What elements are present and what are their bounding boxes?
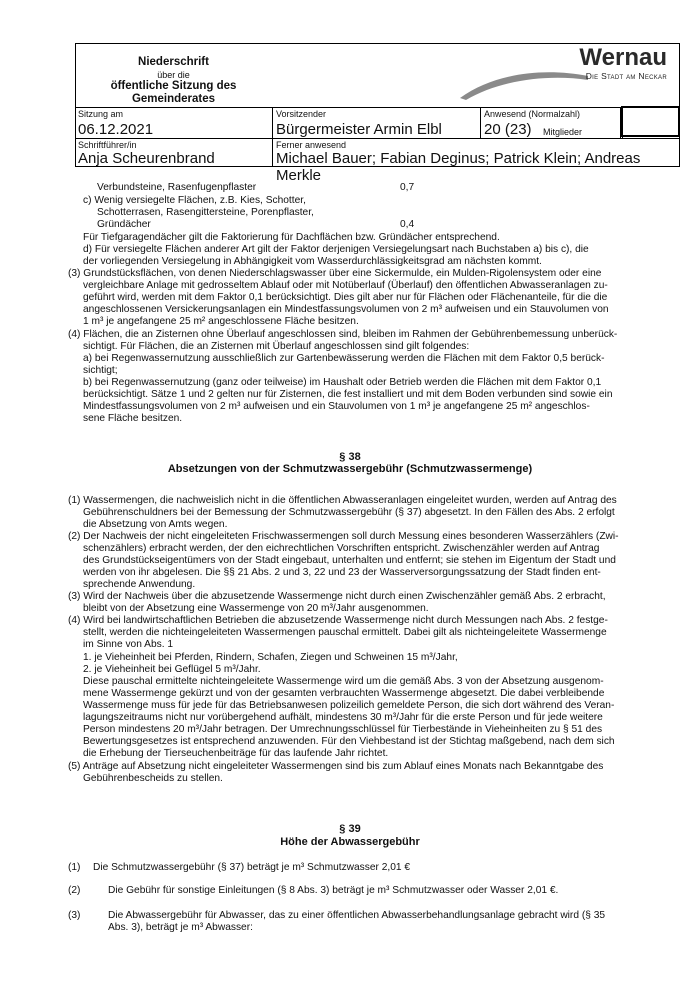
text-line: Person mindestens 20 m³/Jahr betragen. Der Umrechnungsschlüssel für Tierbestände in Vieheinheiten zu § 51 des	[83, 724, 603, 735]
vorsitz-value: Bürgermeister Armin Elbl	[276, 121, 442, 138]
text-line: sichtigt;	[83, 365, 118, 376]
text-line: mene Wassermenge gekürzt und von der gesamten verbrauchten Wassermenge abgesetzt. Die dabei verbleibende	[83, 688, 605, 699]
text-line: (3) Grundstücksflächen, von denen Niederschlagswasser über eine Sickermulde, ein Mulden-Rigolensystem oder eine	[68, 268, 602, 279]
text-line: Die Gebühr für sonstige Einleitungen (§ 8 Abs. 3) beträgt je m³ Schmutzwasser oder Wasser 2,01 €.	[108, 885, 559, 896]
header-divider	[272, 107, 273, 167]
vorsitz-label: Vorsitzender	[276, 109, 327, 119]
factor-value: 0,7	[400, 182, 415, 193]
anwesend-value: 20 (23)	[484, 121, 532, 138]
text-line: (5) Anträge auf Absetzung nicht eingeleiteter Wassermengen sind bis zum Ablauf eines Monats nach Bekanntgabe des	[68, 761, 604, 772]
header-divider	[76, 107, 679, 108]
schrift-label: Schriftführer/in	[78, 140, 137, 150]
ferner-label: Ferner anwesend	[276, 140, 347, 150]
paragraph-number: (3)	[68, 910, 81, 921]
text-line: Gebührenschuldners bei der Bemessung der Schmutzwassergebühr (§ 37) abgesetzt. In den Fällen des Abs. 2 erfolgt	[83, 507, 615, 518]
text-line: Die Abwassergebühr für Abwasser, das zu einer öffentlichen Abwasserbehandlungsanlage gebracht wird (§ 35	[108, 910, 606, 921]
text-line: schenzählers) erbracht werden, der den eichrechtlichen Vorschriften entspricht. Zwischenzähler werden auf Antrag	[83, 543, 600, 554]
text-line: (2) Der Nachweis der nicht eingeleiteten Frischwassermengen soll durch Messung eines besonderen Wasserzählers (Zwi-	[68, 531, 619, 542]
text-line: (3) Wird der Nachweis über die abzusetzende Wassermenge nicht durch einen Zwischenzähler gemäß Abs. 2 erbracht,	[68, 591, 606, 602]
text-line: (1) Wassermengen, die nachweislich nicht in die öffentlichen Abwasseranlagen eingeleitet wurden, werden auf Antrag des	[68, 495, 617, 506]
text-line: des Grundstückseigentümers von der Stadt eingebaut, unterhalten und entfernt; sie stehen im Eigentum der Stadt und	[83, 555, 616, 566]
section-title: Absetzungen von der Schmutzwassergebühr (Schmutzwassermenge)	[167, 463, 533, 475]
text-line: vergleichbare Anlage mit gedrosseltem Ablauf oder mit Notüberlauf (Überlauf) den öffentlichen Abwasseranlagen zu-	[83, 280, 608, 291]
title-line: Niederschrift	[138, 56, 209, 68]
text-line: 1 m³ je angefangene 25 m² angeschlossene Fläche besitzen.	[83, 316, 359, 327]
anwesend-suffix: Mitglieder	[543, 127, 583, 137]
text-line: Abs. 3), beträgt je m³ Abwasser:	[108, 922, 253, 933]
text-line: im Sinne von Abs. 1	[83, 639, 174, 650]
text-line: d) Für versiegelte Flächen anderer Art gilt der Faktor derjenigen Versiegelungsart nach Buchstaben a) bis c), die	[83, 244, 589, 255]
sitzung-label: Sitzung am	[78, 109, 124, 119]
text-line: Wassermenge muss für jede für das Betriebsanwesen polizeilich gemeldete Person, die sich dort während des Veran-	[83, 700, 615, 711]
text-line: 2. je Vieheinheit bei Geflügel 5 m³/Jahr.	[83, 664, 261, 675]
text-line: c) Wenig versiegelte Flächen, z.B. Kies, Schotter,	[83, 195, 306, 206]
title-line: Gemeinderates	[131, 93, 216, 105]
text-line: Gebührenbescheids zu stellen.	[83, 773, 223, 784]
section-title: Höhe der Abwassergebühr	[280, 836, 420, 848]
text-line: Gründächer	[97, 219, 151, 230]
text-line: 1. je Vieheinheit bei Pferden, Rindern, Schafen, Ziegen und Schweinen 15 m³/Jahr,	[83, 652, 458, 663]
text-line: sichtigt. Für Flächen, die an Zisternen mit Überlauf angeschlossen sind gilt folgendes:	[83, 341, 470, 352]
schrift-value: Anja Scheurenbrand	[78, 150, 215, 167]
text-line: werden von ihr abgelesen. Die §§ 21 Abs. 2 und 3, 22 und 23 der Wasserversorgungssatzung der Stadt finden ent-	[83, 567, 601, 578]
anwesend-label: Anwesend (Normalzahl)	[484, 109, 581, 119]
text-line: sene Fläche besitzen.	[83, 413, 183, 424]
empty-box	[621, 106, 680, 137]
paragraph-number: (2)	[68, 885, 81, 896]
header-frame	[75, 43, 680, 184]
logo-subtitle: Die Stadt am Neckar	[585, 71, 667, 81]
text-line: Für Tiefgaragendächer gilt die Faktorierung für Dachflächen bzw. Gründächer entsprechend.	[83, 232, 500, 243]
text-line: die Erhebung der Tierseuchenbeiträge für das laufende Jahr richtet.	[83, 748, 389, 759]
factor-value: 0,4	[400, 219, 415, 230]
paragraph-number: (1)	[68, 862, 81, 873]
ferner-value: Michael Bauer; Fabian Deginus; Patrick Klein; Andreas Merkle	[276, 150, 641, 184]
text-line: Die Schmutzwassergebühr (§ 37) beträgt je m³ Schmutzwasser 2,01 €	[93, 862, 411, 873]
title-line: über die	[157, 70, 190, 80]
wernau-swoosh-logo	[456, 62, 596, 102]
text-line: Diese pauschal ermittelte nichteingeleitete Wassermenge wird um die gemäß Abs. 3 von der Absetzung ausgenom-	[83, 676, 604, 687]
text-line: stellt, werden die nichteingeleiteten Wassermengen pauschal ermittelt. Dabei gilt als nichteingeleitete Wassermenge	[83, 627, 607, 638]
text-line: (4) Flächen, die an Zisternen ohne Überlauf angeschlossen sind, bleiben im Rahmen der Gebührenbemessung unberück-	[68, 329, 618, 340]
text-line: Mindestfassungsvolumen von 2 m³ aufweisen und ein Stauvolumen von 1 m³ je angefangene 25 m² angeschlos-	[83, 401, 590, 412]
text-line: (4) Wird bei landwirtschaftlichen Betrieben die abzusetzende Wassermenge nicht durch Messungen nach Abs. 2 festge-	[68, 615, 608, 626]
text-line: sprechende Anwendung.	[83, 579, 196, 590]
text-line: geführt wird, werden mit dem Faktor 0,1 berücksichtigt. Dies gilt aber nur für Flächen oder Flächenanteile, für die die	[83, 292, 608, 303]
header-divider	[76, 138, 679, 139]
logo-name: Wernau	[579, 44, 667, 71]
text-line: der vorliegenden Versiegelung in Abhängigkeit vom Wasserdurchlässigkeitsgrad am nächsten kommt.	[83, 256, 542, 267]
text-line: Verbundsteine, Rasenfugenpflaster	[97, 182, 257, 193]
text-line: a) bei Regenwassernutzung ausschließlich zur Gartenbewässerung werden die Flächen mit dem Faktor 0,5 berück-	[83, 353, 605, 364]
header-divider	[480, 107, 481, 138]
text-line: angeschlossenen Versickerungsanlagen ein Mindestfassungsvolumen von 2 m³ aufweisen und ein Stauvolumen von	[83, 304, 609, 315]
text-line: Schotterrasen, Rasengittersteine, Porenpflaster,	[97, 207, 314, 218]
title-line: öffentliche Sitzung des	[110, 80, 237, 92]
text-line: berücksichtigt. Sätze 1 und 2 gelten nur für Zisternen, die fest installiert und mit dem Boden verbunden sind sowie ein	[83, 389, 613, 400]
section-number: § 38	[339, 451, 361, 463]
text-line: Bewertungsgesetzes ist entsprechend anzuwenden. Für den Viehbestand ist der Stichtag maßgebend, nach dem sich	[83, 736, 615, 747]
text-line: b) bei Regenwassernutzung (ganz oder teilweise) im Haushalt oder Betrieb werden die Flächen mit dem Faktor 0,1	[83, 377, 602, 388]
sitzung-value: 06.12.2021	[78, 121, 154, 138]
text-line: lagungszeitraums nicht nur vorübergehend aufhält, mindestens 30 m³/Jahr für die erste Person und für jede weitere	[83, 712, 603, 723]
text-line: die Absetzung von Amts wegen.	[83, 519, 228, 530]
section-number: § 39	[339, 823, 361, 835]
text-line: bleibt von der Absetzung eine Wassermenge von 20 m³/Jahr ausgenommen.	[83, 603, 429, 614]
